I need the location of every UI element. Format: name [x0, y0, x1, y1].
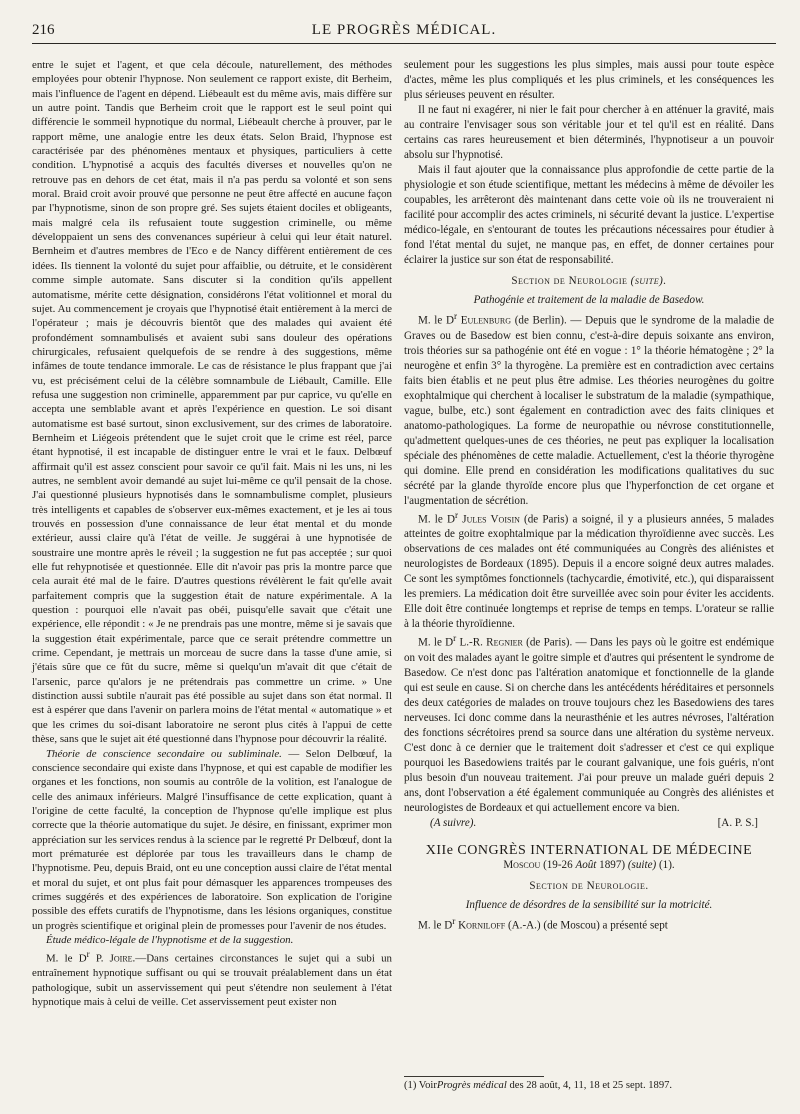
author-name: Korniloff — [455, 919, 506, 932]
paragraph — [404, 632, 774, 816]
footnote-journal: Progrès médical — [436, 1080, 507, 1091]
congress-suite: (suite) — [627, 859, 657, 872]
author-prefix: M. le D — [418, 919, 453, 932]
author-sup: r — [453, 312, 458, 322]
author-sup: r — [86, 949, 90, 960]
page-header — [32, 20, 776, 42]
author-sup: r — [453, 634, 457, 645]
paragraph: Mais il faut ajouter que la connaissance plus approfondie de cette partie de la physiologie et son étude scientifique, mettant les médecins à même de dévoiler les coupables, les arrêteront dès maintenant dans cette voie où ils ne trouveraient ni facilité pour accomplir des actes criminels, ni sécurité devant la justice. L'expertise médico-légale, en s'entourant de toutes les précautions nécessaires pour étudier à fond l'état mental du sujet, ne manque pas, en effet, de donner certaines pour éclairer la justice sur son état de responsabilité. — [404, 164, 774, 266]
congress-title: XIIe CONGRÈS INTERNATIONAL DE MÉDECINE — [425, 843, 753, 859]
author-prefix: M. le D — [418, 314, 454, 327]
congress-city: Moscou (19-26 — [503, 859, 573, 872]
author-prefix: M. le D — [418, 513, 455, 526]
paragraph — [404, 310, 774, 509]
section-title: Section de Neurologie — [511, 275, 628, 287]
paragraph: Il ne faut ni exagérer, ni nier le fait pour chercher à en atténuer la gravité, mais au contraire l'envisager sous son véritable jour et tel qu'il est en réalité. Dans certains cas rares heureusement et bien déterminés, l'hypnotiseur a un pouvoir absolu sur l'hypnotisé. — [404, 104, 774, 161]
author-prefix: M. le D — [46, 952, 87, 965]
paragraph-text: (de Berlin). — Depuis que le syndrome de la maladie de Graves ou de Basedow est bien connu, c'est-à-dire depuis soixante ans environ, trois théories sur sa pathogénie ont été en vogue : 1° la théorie hématogène ; 2° la neurogène et enfin 3° la thyrogène. La première est en contradiction avec certains faits bien établis et ne peut plus être admise. Les théories neurogènes du goitre exophtalmique qui cherchent à localiser le substratum de la maladie (sympathique, vague, bulbe, etc.) sont également en contradiction avec des faits cliniques et anatomo-pathologiques. La forme de neuropathie ou névrose constitutionnelle, qu'admettent quelques-unes de ces théories, ne peut pas expliquer la localisation spéciale des phénomènes de cette maladie. Actuellement, c'est la théorie thyrogène qui domine. Elle prend en considération les modifications qualitatives du suc sécrété par la glande thyroïde encore plus que l'hyperfonction de cet organe et l'augmentation de sécrétion. — [404, 314, 775, 507]
author-initials: [A. P. S.] — [717, 817, 758, 830]
left-column — [32, 58, 392, 1009]
paragraph — [404, 509, 774, 633]
paragraph-text: (A.-A.) (de Moscou) a présenté sept — [505, 919, 668, 932]
author-sup: r — [455, 510, 459, 521]
footnote-ref: (1). — [658, 859, 675, 872]
paragraph — [404, 915, 774, 934]
running-title: LE PROGRÈS MÉDICAL. — [311, 22, 497, 38]
page-number: 216 — [32, 22, 55, 38]
paragraph — [32, 747, 392, 933]
paragraph-text: — Selon Delbœuf, la conscience secondaire qui existe dans l'hypnose, et qui est capable de modifier les organes et les fonctions, non soumis au contrôle de la volition, est l'analogue de celle des animaux inférieurs. Malgré l'insuffisance de cette explication, quant à l'origine de cette faculté, la conception de l'hypnose qu'elle implique est plus correcte que la théorie automatique du sujet. Je désire, en finissant, exprimer mon appréciation sur les services rendus à la science par le regretté Pr Delbœuf, dont la mort prématurée est déplorée par tous les travailleurs dans le champ de l'hypnotisme. Peu, depuis Braid, ont eu une conception aussi claire de l'état mental et moral du sujet, et ont plus fait pour démasquer les apparences trompeuses des crimes suggérés et des expériences de laboratoire. Son explication de l'origine possible des effets curatifs de l'hypnotisme, dans les lésions organiques, constitue un progrès scientifique et original plein de promesses pour l'avenir de nos études. — [32, 747, 392, 932]
congress-location — [404, 858, 774, 873]
right-column — [404, 58, 774, 934]
section-heading — [404, 274, 774, 289]
paragraph — [32, 947, 392, 1009]
section-heading-2: Section de Neurologie. — [529, 880, 649, 893]
footnote-rule — [404, 1076, 544, 1077]
paragraph-text: (de Paris) a soigné, il y a plusieurs années, 5 malades atteintes de goitre exophtalmique par la médication thyroïdienne avec succès. Les observations de ces malades ont été communiquées au Congrès des aliénistes et neurologistes de Bordeaux (1895). Depuis il a encore soigné deux autres malades. Ce sont les symptômes fonctionnels (tachycardie, émotivité, etc.), qui disparaissent les premiers. La médication doit être surveillée avec soin pour éviter les accidents. Elle doit être continuée longtemps et reprise de temps en temps. L'orateur se rallie à la théorie thyroïdienne. — [404, 513, 774, 631]
author-name: Jules Voisin — [458, 513, 520, 526]
article-title-2: Influence de désordres de la sensibilité sur la motricité. — [465, 899, 713, 912]
author-name: Eulenburg — [457, 314, 512, 327]
article-title: Pathogénie et traitement de la maladie de Basedow. — [473, 294, 705, 306]
author-sup: r — [452, 917, 456, 928]
paragraph-text: —Dans certaines circonstances le sujet qui a subi un entraînement hypnotique suffisant ou qui se trouvait préalablement dans un état pathologique, subit un asservissement qui peut s'étendre non seulement à l'état hypnotique mais à celui de veille. Cet asservissement peut exister non — [32, 952, 392, 1008]
signature-line — [404, 816, 774, 831]
paragraph: entre le sujet et l'agent, et que cela découle, naturellement, des méthodes employées pour obtenir l'hypnose. Non seulement ce rapport existe, dit Berheim, mais l'influence de l'agent en dépend. Liébeault est du même avis, mais diffère sur un autre point. Tandis que Berheim croit que le rapport est le seul point qui différencie le sommeil hypnotique du normal, Liébeault cherche à prouver, par le rapport même, une analogie entre les deux états. Selon Braid, l'hypnose est caractérisée par des phénomènes mentaux et physiques, particuliers à cette condition. L'hypnotisé a acquis des facultés diverses et nouvelles qu'on ne retrouve pas en dehors de cet état, mais il n'a pas perdu sa volonté et son sens moral. Braid croit avoir prouvé que personne ne peut être affecté en aucune façon par l'hypnotisme, sinon de son propre gré. Ses sujets étaient dociles et obligeants, mais malgré cela ils refusaient toute suggestion criminelle, ou même développaient un sens des convenances supérieur à celui qui leur était naturel. Bernheim et d'autres membres de l'Eco e de Nancy diffèrent entièrement de ces idées. Ils tiennent la volonté du sujet pour affaiblie, ou détruite, et le considèrent comme simple automate. Sans discuter si la condition qu'ils appellent automatisme, mérite cette désignation, considérons l'état volitionnel et moral du sujet. Au commencement je croyais que l'hypnotisé était entièrement à la merci de l'opérateur ; mais je découvris bientôt que des malades qui avaient été profondément somnambulisés et avaient subi sans douleur des opérations chirurgicales, refusaient quelquefois de se rendre à des suggestions, même infâmes de toute tendance immorale. Le cas de résistance le plus frappant que j'ai vu, est précisément celui de la célèbre somnambule de Liébault, Camille. Elle refusa une suggestion non criminelle, apparemment par pur caprice, vu qu'elle en accepta une semblable avant et après l'expérience en question. Le soi disant automatisme est basé surtout, sinon exclusivement, sur des crimes de laboratoire. Bernheim et Liégeois prétendent que le sujet croit que le crime est réel, parce étant hypnotisé, il est incapable de distinguer entre le vrai et le faux. Delbœuf affirmait qu'il est assez conscient pour savoir ce qu'il fait. Mais ni les uns, ni les autres, ne semblent avoir demandé au sujet lui-même ce qu'il pensait de la chose. J'ai questionné plusieurs hypnotisés dans le somnambulisme complet, plusieurs très intelligents et capables de s'observer eux-mêmes exactement, et je les ai tous trouvés en possession d'une connaissance de leur état mental et du monde extérieur, aussi claire qu'à l'état de veille. Je suggérai à une hypnotisée de soustraire une montre après le réveil ; la suggestion ne fut pas acceptée ; sur quoi elle fut rehypnotisée et questionnée. Elle dit n'avoir pas pris la montre parce que cela aurait été mal de le faire. D'autres questions révélèrent le fait qu'elle avait parfaitement compris que la suggestion était de nature expérimentale. A la question : pourquoi elle n'avait pas obéi, puisqu'elle savait que c'était une expérience, elle répondit : « Je ne prendrais pas une montre, même si je savais que la suggestion était expérimentale, parce que ce serait prétendre commettre un crime. Cependant, je mettrais un morceau de sucre dans la tasse d'une amie, si j'étais sûre que ce fût du sucre, même si quelqu'un m'avait dit que c'était de l'arsenic, parce qu'alors je ne prétendrais pas commettre un crime. » Une distinction aussi subtile n'aurait pas été possible au sujet dans son état normal. Il est à espérer que dans l'avenir on parlera moins de l'état mental « automatique » et que les crimes du soi-disant laboratoire ne seront plus cités à l'appui de cette thèse, sans que le sujet ait été questionné dans l'hypnose pour découvrir la réalité. — [32, 59, 392, 746]
section-suffix: (suite). — [630, 275, 667, 287]
congress-year: 1897) — [599, 859, 626, 872]
subsection-title: Étude médico-légale de l'hypnotisme et de la suggestion. — [46, 933, 294, 946]
to-be-continued: (A suivre). — [430, 817, 477, 830]
subsection-title: Théorie de conscience secondaire ou subliminale. — [46, 747, 282, 760]
footnote-mark: (1) Voir — [404, 1080, 437, 1091]
author-name: P. Joire. — [89, 952, 136, 965]
author-name: L.-R. Regnier — [456, 637, 523, 650]
congress-month: Août — [575, 859, 597, 872]
paragraph-text: (de Paris). — Dans les pays où le goitre est endémique on voit des malades ayant le goitre simple et d'autres qui présentent le syndrome de Basedow. Ce n'est donc pas l'altération anatomique et fonctionnelle de la glande qui est seule en cause. Si on cherche dans les antécédents héréditaires et personnels des deux catégories de malades on trouve toujours chez les Basedowiens des tares nerveuses. Ici donc comme dans la neurasthénie et les autres névroses, l'altération des fonctions sécrétoires prend sa source dans une altération du système nerveux. C'est donc à ce dernier que le traitement doit s'adresser et c'est ce qui explique pourquoi les Basedowiens traités par le courant galvanique, une fois guéris, n'ont plus besoin d'un nouveau traitement. J'ai pour preuve un malade guéri depuis 2 ans, dont l'observation a été également communiquée au Congrès des aliénistes et neurologistes de Bordeaux et qui actuellement encore va bien. — [404, 637, 774, 815]
footnote — [404, 1080, 774, 1091]
paragraph: seulement pour les suggestions les plus simples, mais aussi pour toute espèce d'actes, même les plus compliqués et les plus criminels, et les conséquences les plus sérieuses peuvent en résulter. — [404, 59, 774, 101]
author-prefix: M. le D — [418, 637, 454, 650]
footnote-text: des 28 août, 4, 11, 18 et 25 sept. 1897. — [506, 1080, 673, 1091]
header-rule — [32, 43, 776, 44]
